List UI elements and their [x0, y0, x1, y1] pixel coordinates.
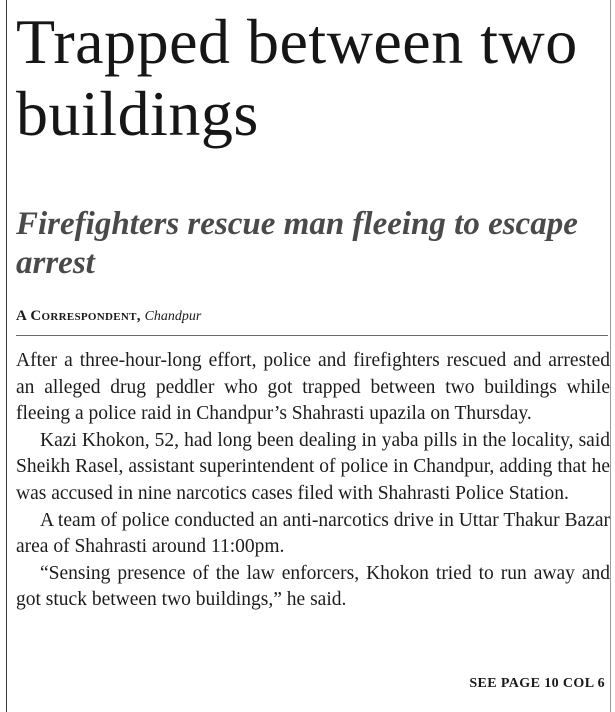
byline-location: Chandpur	[144, 309, 202, 324]
continuation-note: SEE PAGE 10 COL 6	[469, 676, 605, 691]
subheadline: Firefighters rescue man fleeing to escape arrest	[16, 206, 578, 281]
column-rule-left	[6, 0, 7, 712]
byline-author: A Correspondent,	[16, 308, 141, 324]
paragraph: “Sensing presence of the law enforcers, Khokon tried to run away and got stuck between two buildings,” he said.	[16, 562, 610, 611]
paragraph: After a three-hour-long effort, police and firefighters rescued and arrested an alleged drug peddler who got trapped between two buildings while fleeing a police raid in Chandpur’s Shahrasti upazila on Thursday.	[16, 350, 610, 425]
byline	[16, 306, 201, 327]
paragraph: A team of police conducted an anti-narcotics drive in Uttar Thakur Bazar area of Shahrasti around 11:00pm.	[16, 509, 610, 558]
article-body	[16, 348, 610, 614]
paragraph: Kazi Khokon, 52, had long been dealing in yaba pills in the locality, said Sheikh Rasel, assistant superintendent of police in Chandpur, adding that he was accused in nine narcotics cases filed with Shahrasti Police Station.	[16, 429, 610, 504]
byline-divider	[16, 335, 608, 336]
headline: Trapped between two buildings	[16, 6, 578, 149]
column-rule-right	[610, 0, 611, 712]
